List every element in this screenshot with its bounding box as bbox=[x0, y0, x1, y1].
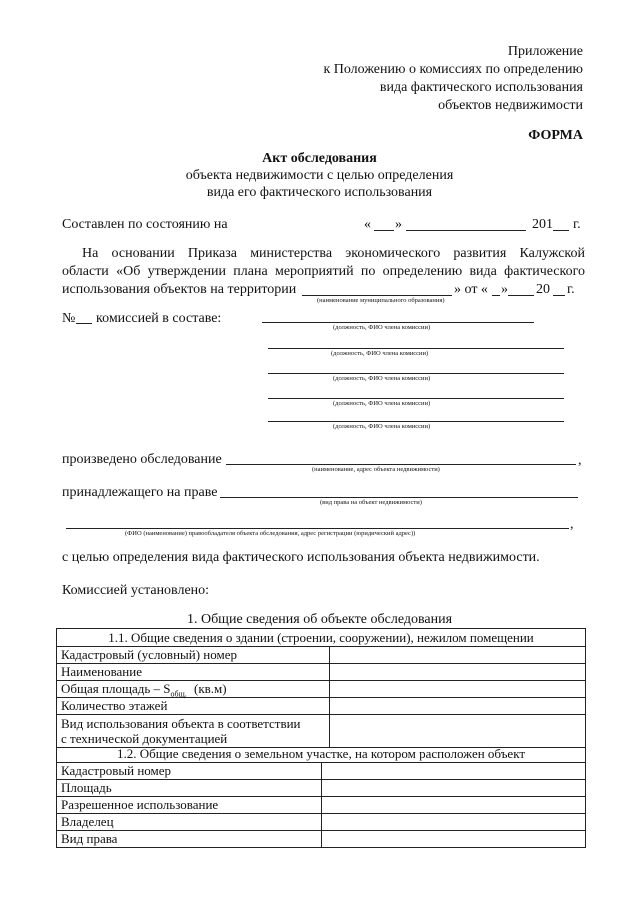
table-row bbox=[57, 646, 585, 663]
table-row bbox=[57, 813, 585, 830]
row-value-cell[interactable] bbox=[322, 780, 585, 796]
basis-month-line[interactable] bbox=[508, 295, 534, 296]
composed-label: Составлен по состоянию на bbox=[62, 217, 228, 232]
table-row bbox=[57, 779, 585, 796]
row-label-continued: с технической документацией bbox=[61, 731, 228, 746]
row-value-cell[interactable] bbox=[330, 715, 585, 747]
land-table-title: 1.2. Общие сведения о земельном участке, на котором расположен объект bbox=[116, 746, 526, 761]
row-label: Общая площадь – S bbox=[61, 681, 171, 696]
basis-line-2: области «Об утверждении плана мероприятий по определению вида фактического bbox=[62, 264, 585, 279]
table-row bbox=[57, 762, 585, 779]
table-row bbox=[57, 714, 585, 747]
row-value-cell[interactable] bbox=[330, 698, 585, 714]
owner-comma: , bbox=[570, 517, 574, 532]
row-label: Количество этажей bbox=[57, 698, 330, 714]
purpose-text: с целью определения вида фактического использования объекта недвижимости. bbox=[62, 550, 540, 565]
owner-hint: (ФИО (наименование) правообладателя объекта обследования, адрес регистрации (юридический адрес)) bbox=[125, 530, 416, 537]
date-day-line[interactable] bbox=[374, 230, 394, 231]
right-hint: (вид права на объект недвижимости) bbox=[320, 499, 422, 506]
appendix-line-3: вида фактического использования bbox=[379, 80, 583, 95]
table-row bbox=[57, 663, 585, 680]
building-table bbox=[56, 628, 586, 748]
row-label: Владелец bbox=[57, 814, 322, 830]
row-label: Кадастровый (условный) номер bbox=[57, 647, 330, 663]
commission-number-line[interactable] bbox=[76, 323, 92, 324]
table-row bbox=[57, 680, 585, 697]
row-value-cell[interactable] bbox=[322, 831, 585, 847]
basis-close-quote: » bbox=[501, 282, 508, 297]
municipality-hint: (наименование муниципального образования) bbox=[317, 297, 445, 304]
member-hint: (должность, ФИО члена комиссии) bbox=[333, 400, 431, 407]
appendix-line-1: Приложение bbox=[507, 44, 583, 59]
date-close-quote: » bbox=[395, 217, 402, 232]
date-year-suffix: г. bbox=[573, 217, 581, 232]
owner-line[interactable] bbox=[66, 528, 569, 529]
basis-line-1: На основании Приказа министерства экономического развития Калужской bbox=[82, 246, 585, 261]
municipality-line[interactable] bbox=[302, 295, 452, 296]
table-header bbox=[57, 745, 585, 762]
basis-day-line[interactable] bbox=[492, 295, 500, 296]
table-row bbox=[57, 697, 585, 714]
right-label: принадлежащего на праве bbox=[62, 485, 218, 500]
document-title: Акт обследования bbox=[262, 151, 377, 166]
inspection-line[interactable] bbox=[226, 464, 576, 465]
form-label: ФОРМА bbox=[528, 128, 583, 143]
row-label: Вид использования объекта в соответствии bbox=[61, 716, 301, 731]
table-header bbox=[57, 629, 585, 646]
area-label-cell bbox=[57, 681, 330, 697]
basis-year: 20 bbox=[536, 282, 550, 297]
right-line[interactable] bbox=[220, 497, 578, 498]
appendix-line-4: объектов недвижимости bbox=[438, 98, 583, 113]
basis-line-3: использования объектов на территории bbox=[62, 282, 297, 297]
row-label: Площадь bbox=[57, 780, 322, 796]
row-value-cell[interactable] bbox=[330, 681, 585, 697]
member-line[interactable] bbox=[268, 421, 564, 422]
member-line[interactable] bbox=[268, 348, 564, 349]
date-open-quote: « bbox=[364, 217, 371, 232]
row-value-cell[interactable] bbox=[322, 797, 585, 813]
land-table bbox=[56, 745, 586, 848]
member-line[interactable] bbox=[268, 373, 564, 374]
member-hint: (должность, ФИО члена комиссии) bbox=[333, 375, 431, 382]
table-row bbox=[57, 796, 585, 813]
row-label: Разрешенное использование bbox=[57, 797, 322, 813]
row-value-cell[interactable] bbox=[322, 814, 585, 830]
basis-year-suffix: г. bbox=[567, 282, 575, 297]
date-year-line[interactable] bbox=[553, 230, 569, 231]
area-subscript: общ. bbox=[170, 689, 187, 699]
basis-from: » от « bbox=[454, 282, 488, 297]
row-label: Наименование bbox=[57, 664, 330, 680]
inspection-hint: (наименование, адрес объекта недвижимости) bbox=[312, 466, 440, 473]
usage-label-cell bbox=[57, 715, 330, 747]
member-line[interactable] bbox=[262, 322, 534, 323]
area-unit: (кв.м) bbox=[194, 681, 227, 696]
document-subtitle-2: вида его фактического использования bbox=[206, 185, 433, 200]
row-value-cell[interactable] bbox=[330, 664, 585, 680]
row-label: Вид права bbox=[57, 831, 322, 847]
established-text: Комиссией установлено: bbox=[62, 583, 210, 598]
row-label: Кадастровый номер bbox=[57, 763, 322, 779]
building-table-title: 1.1. Общие сведения о здании (строении, сооружении), нежилом помещении bbox=[108, 630, 534, 645]
inspection-label: произведено обследование bbox=[62, 452, 222, 467]
row-value-cell[interactable] bbox=[322, 763, 585, 779]
member-hint: (должность, ФИО члена комиссии) bbox=[333, 324, 431, 331]
date-year-prefix: 201 bbox=[532, 217, 553, 232]
member-hint: (должность, ФИО члена комиссии) bbox=[331, 350, 429, 357]
row-value-cell[interactable] bbox=[330, 647, 585, 663]
member-hint: (должность, ФИО члена комиссии) bbox=[333, 423, 431, 430]
commission-label: комиссией в составе: bbox=[96, 311, 222, 326]
inspection-comma: , bbox=[578, 453, 582, 468]
table-row bbox=[57, 830, 585, 847]
member-line[interactable] bbox=[268, 398, 564, 399]
commission-number-sign: № bbox=[62, 311, 76, 326]
document-subtitle-1: объекта недвижимости с целью определения bbox=[185, 168, 454, 183]
date-month-line[interactable] bbox=[406, 230, 526, 231]
basis-year-line[interactable] bbox=[553, 295, 565, 296]
section-1-title: 1. Общие сведения об объекте обследования bbox=[186, 612, 453, 627]
appendix-line-2: к Положению о комиссиях по определению bbox=[323, 62, 583, 77]
